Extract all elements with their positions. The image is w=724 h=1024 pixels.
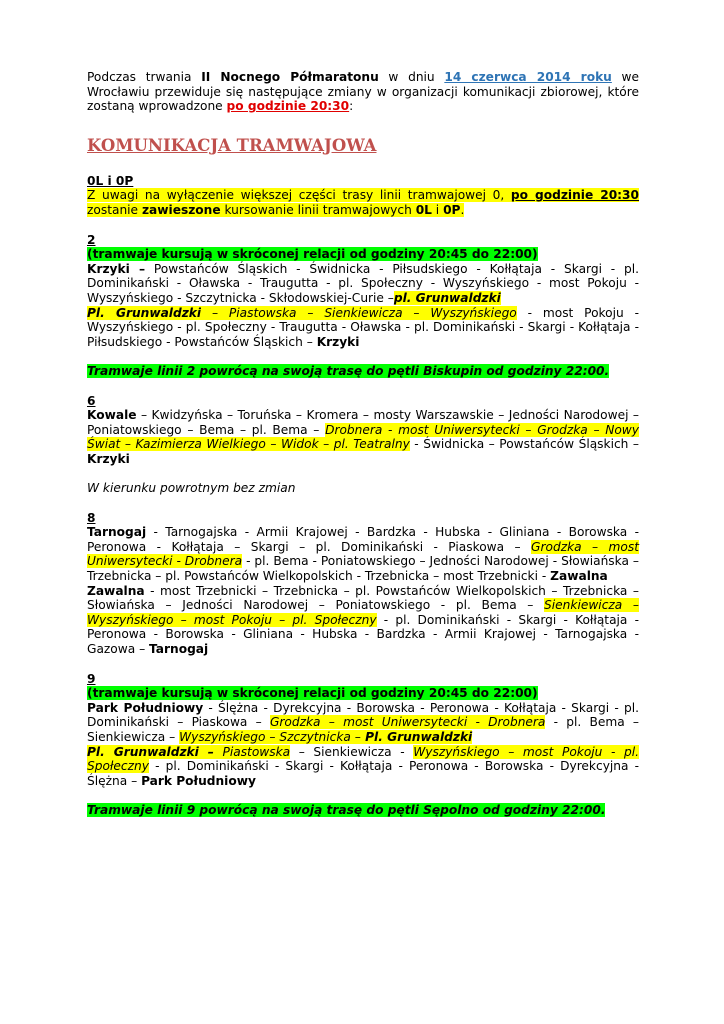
line-0-section <box>87 174 639 218</box>
route-text: - pl. Bema – Sienkiewicza – <box>87 715 640 744</box>
route-forward <box>87 701 639 745</box>
route-stop-bold: Zawalna <box>550 569 608 584</box>
notice-text: kursowanie linii tramwajowych <box>220 202 416 217</box>
line-note <box>87 247 639 262</box>
route-back <box>87 584 639 657</box>
route-stop-bold: Tarnogaj <box>149 642 209 656</box>
section-heading: KOMUNIKACJA TRAMWAJOWA <box>87 135 377 155</box>
line-6-section <box>87 394 639 496</box>
route-highlight: Sienkiewicza – Wyszyńskiego – most Pokoju – pl. Społeczny <box>87 598 639 627</box>
intro-text: Podczas trwania <box>87 70 202 84</box>
return-text: Tramwaje linii 9 powrócą na swoją trasę do pętli Sępolno od godziny 22:00. <box>87 802 606 817</box>
line-note <box>87 686 639 701</box>
return-text: Tramwaje linii 2 powrócą na swoją trasę do pętli Biskupin od godziny 22:00. <box>87 363 610 378</box>
route-text: - Tarnogajska - Armii Krajowej - Bardzka - Hubska - Gliniana - Borowska - Peronowa - Kołłątaja – Skargi – pl. Dominikański - Piaskowa – <box>87 525 639 554</box>
route-highlight: Pl. Grunwaldzki <box>360 729 473 744</box>
intro-text: we Wrocławiu przewiduje się następujące zmiany w organizacji komunikacji zbiorowej, które zostaną wprowadzone <box>87 70 640 114</box>
document-page <box>87 70 639 833</box>
route-back <box>87 745 639 789</box>
line-number: 0L i 0P <box>87 173 134 188</box>
route-highlight: Wyszyńskiego – most Pokoju - pl. Społeczny <box>87 744 639 774</box>
notice-bold: 0P <box>443 202 461 217</box>
route-highlight: Grodzka – most Uniwersytecki - Drobnera <box>269 715 546 730</box>
route-stop-bold: Park Południowy <box>141 773 256 788</box>
route-stop-bold: Tarnogaj <box>87 525 147 540</box>
route-stop-bold: Kowale <box>87 408 137 423</box>
intro-text: : <box>349 99 354 114</box>
route-stop-bold: Krzyki <box>87 451 130 466</box>
route-text: - Ślężna - Dyrekcyjna - Borowska - Peronowa - Kołłątaja - Skargi - pl. Dominikański – Piaskowa – <box>87 700 639 730</box>
intro-text: w dniu <box>378 70 445 84</box>
notice-bold: 0L <box>415 202 432 217</box>
route-back <box>87 306 639 350</box>
route-forward <box>87 262 639 306</box>
route-stop-bold: Zawalna <box>87 583 145 598</box>
return-notice <box>87 803 639 818</box>
route-highlight: Pl. Grunwaldzki <box>87 305 202 320</box>
route-text: Powstańców Śląskich - Świdnicka - Piłsudskiego - Kołłątaja - Skargi - pl. Dominikański - Oławska - Traugutta - pl. Społeczny - Wyszyńskiego - most Pokoju - Wyszyńskiego - Szczytnicka - Skłodowskiej-Curie – <box>87 261 639 305</box>
route-highlight: – Piastowska – Sienkiewicza – Wyszyńskiego <box>201 305 517 320</box>
line-number: 2 <box>87 232 96 247</box>
route-text: - pl. Dominikański - Skargi - Kołłątaja - Peronowa - Borowska - Dyrekcyjna - Ślężna – <box>87 759 639 788</box>
route-stop-bold: Krzyki – <box>87 261 146 276</box>
return-direction-note: W kierunku powrotnym bez zmian <box>87 481 296 496</box>
route-text: - Świdnicka – Powstańców Śląskich – <box>409 437 640 452</box>
route-stop-bold: Krzyki <box>316 334 360 349</box>
route-highlight: Wyszyńskiego – Szczytnicka – <box>179 729 361 744</box>
route-stop-bold: Park Południowy <box>87 700 204 715</box>
route-forward <box>87 408 639 466</box>
route-highlight: pl. Grunwaldzki <box>393 290 501 305</box>
route-text: - pl. Bema - Poniatowskiego – Jedności Narodowej - Słowiańska – Trzebnicka – pl. Powstańców Wielkopolskich - Trzebnicka – most Trzebnicki - <box>87 554 640 584</box>
route-forward <box>87 525 639 583</box>
note-text: (tramwaje kursują w skróconej relacji od godziny 20:45 do 22:00) <box>87 686 538 701</box>
line-0-notice <box>87 188 639 217</box>
note-text: (tramwaje kursują w skróconej relacji od godziny 20:45 do 22:00) <box>87 247 538 262</box>
route-text: - most Pokoju - Wyszyńskiego - pl. Społeczny - Traugutta - Oławska - pl. Dominikański - Skargi - Kołłątaja - Piłsudskiego - Powstańców Śląskich – <box>87 305 639 349</box>
line-9-section <box>87 672 639 818</box>
line-8-section <box>87 511 639 657</box>
route-text: - most Trzebnicki – Trzebnicka – pl. Powstańców Wielkopolskich – Trzebnicka – Słowiańska – Jedności Narodowej – Poniatowskiego - pl. Bema – <box>87 583 639 613</box>
intro-paragraph <box>87 70 639 114</box>
route-highlight: Drobnera - most Uniwersytecki – Grodzka – Nowy Świat – Kazimierza Wielkiego – Widok – pl. Teatralny <box>87 422 639 452</box>
line-2-section <box>87 233 639 379</box>
line-number: 8 <box>87 510 96 525</box>
route-highlight: Piastowska <box>213 744 291 759</box>
notice-text: i <box>431 202 444 217</box>
event-name: II Nocnego Półmaratonu <box>201 70 379 84</box>
return-notice <box>87 364 639 379</box>
route-text: - pl. Dominikański - Skargi - Kołłątaja - Peronowa - Borowska - Gliniana - Hubska - Bardzka - Armii Krajowej - Tarnogajska - Gazowa – <box>87 612 639 656</box>
notice-text: Z uwagi na wyłączenie większej części trasy linii tramwajowej 0, <box>87 188 511 203</box>
route-text: – Kwidzyńska – Toruńska – Kromera – mosty Warszawskie – Jedności Narodowej – Poniatowskiego – Bema – pl. Bema – <box>87 408 639 437</box>
notice-text: zostanie <box>87 202 142 217</box>
event-time: po godzinie 20:30 <box>226 99 350 114</box>
route-highlight: Pl. Grunwaldzki – <box>87 744 214 759</box>
line-number: 9 <box>87 671 96 686</box>
event-date: 14 czerwca 2014 roku <box>444 70 612 84</box>
notice-bold: zawieszone <box>141 202 221 217</box>
notice-time: po godzinie 20:30 <box>510 188 640 203</box>
notice-text: . <box>460 202 465 217</box>
line-number: 6 <box>87 393 96 408</box>
route-text: – Sienkiewicza - <box>290 744 414 759</box>
route-highlight: Grodzka – most Uniwersytecki - Drobnera <box>87 539 640 569</box>
